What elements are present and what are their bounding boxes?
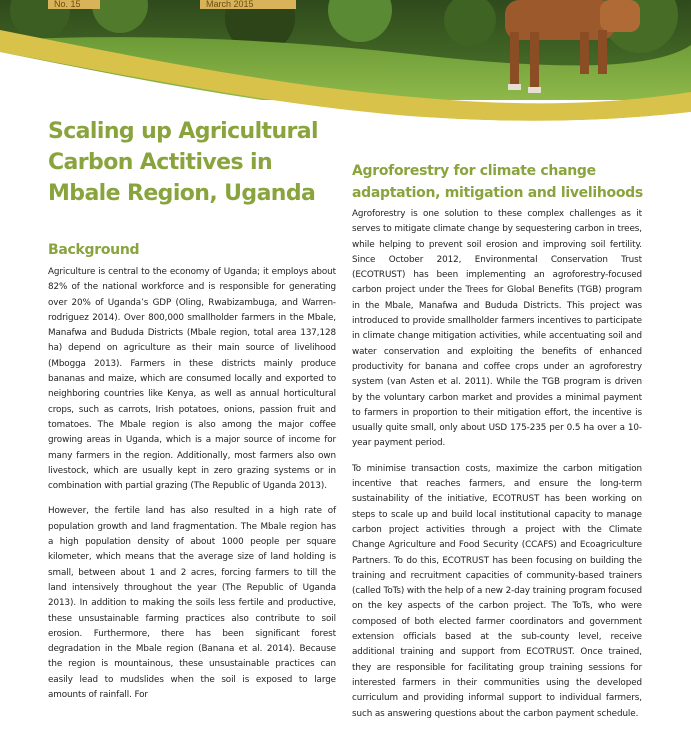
left-paragraph: However, the fertile land has also resulted in a high rate of population growth and land fragmentation. The Mbale region has a high population density of about 1000 people per square kilometer, which means that the average size of land holding is small, between about 1 and 2 acres, forcing farmers to till the land intensively throughout the year (The Republic of Uganda 2013). In addition to making the soils less fertile and productive, these unsustainable farming practices also contribute to soil erosion. Furthermore, there has been significant forest degradation in the Mbale region (Banana et al. 2014). Because the region is mountainous, these unsustainable practices can easily lead to mudslides when the soil is exposed to large amounts of rainfall. For xyxy=(48,506,336,701)
left-column xyxy=(48,265,336,713)
issue-date: March 2015 xyxy=(200,0,296,9)
right-column xyxy=(352,207,642,732)
page-title: Scaling up Agricultural Carbon Actitives in Mbale Region, Uganda xyxy=(48,119,318,206)
right-paragraph: Agroforestry is one solution to these complex challenges as it serves to mitigate climate change by sequestering carbon in trees, while helping to prevent soil erosion and improving soil fertility. Since October 2012, Environmental Conservation Trust (ECOTRUST) has been implementing an agroforestry-focused carbon project under the Trees for Global Benefits (TGB) program in the Mbale, Manafwa and Bududa Districts. This project was introduced to provide smallholder farmers incentives to participate in climate change mitigation activities, while accentuating soil and water conservation and exploiting the benefits of enhanced productivity for banana and coffee crops under an agroforestry system (van Asten et al. 2011). While the TGB program is driven by the voluntary carbon market and provides a minimal payment to farmers in proportion to their mitigation effort, the incentive is usually quite small, only about USD 175-235 per 0.5 ha over a 10-year payment period. xyxy=(352,209,642,449)
right-paragraph: To minimise transaction costs, maximize the carbon mitigation incentive that reaches farmers, and ensure the long-term sustainability of the initiative, ECOTRUST has been working on steps to scale up and build local institutional capacity to manage carbon project activities through a project with the Climate Change Agriculture and Food Security (CCAFS) and Ecoagriculture Partners. To do this, ECOTRUST has been focusing on building the training and recruitment capacities of community-based trainers (called ToTs) with the help of a new 2-day training program focused on the key aspects of the carbon project. The ToTs, who were composed of both elected farmer coordinators and government extension officials based at the sub-county level, receive additional training and support from ECOTRUST. Once trained, they are responsible for facilitating group training sessions for interested farmers in their communities using the developed curriculum and providing informal support to individual farmers, such as answering questions about the carbon payment schedule. xyxy=(352,463,643,719)
left-paragraph: Agriculture is central to the economy of Uganda; it employs about 82% of the national workforce and is responsible for generating over 20% of Uganda’s GDP (Oling, Rwabizambuga, and Warren-rodriguez 2014). Over 800,000 smallholder farmers in the Mbale, Manafwa and Bududa Districts (Mbale region, total area 137,128 ha) depend on agriculture as their main source of livelihood (Mbogga 2013). Farmers in these districts mainly produce bananas and maize, which are consumed locally and exported to neighboring countries like Kenya, as well as annual horticultural crops, such as carrots, Irish potatoes, onions, passion fruit and tomatoes. The Mbale region is also among the major coffee growing areas in Uganda, which is a major source of income for many farmers in the region. Additionally, most farmers also own livestock, which are usually kept in zero grazing systems or in combination with partial grazing (The Republic of Uganda 2013). xyxy=(48,267,336,492)
issue-number: No. 15 xyxy=(48,0,100,9)
heading-background: Background xyxy=(48,242,140,258)
heading-agroforestry: Agroforestry for climate change adaptation, mitigation and livelihoods xyxy=(352,163,643,201)
